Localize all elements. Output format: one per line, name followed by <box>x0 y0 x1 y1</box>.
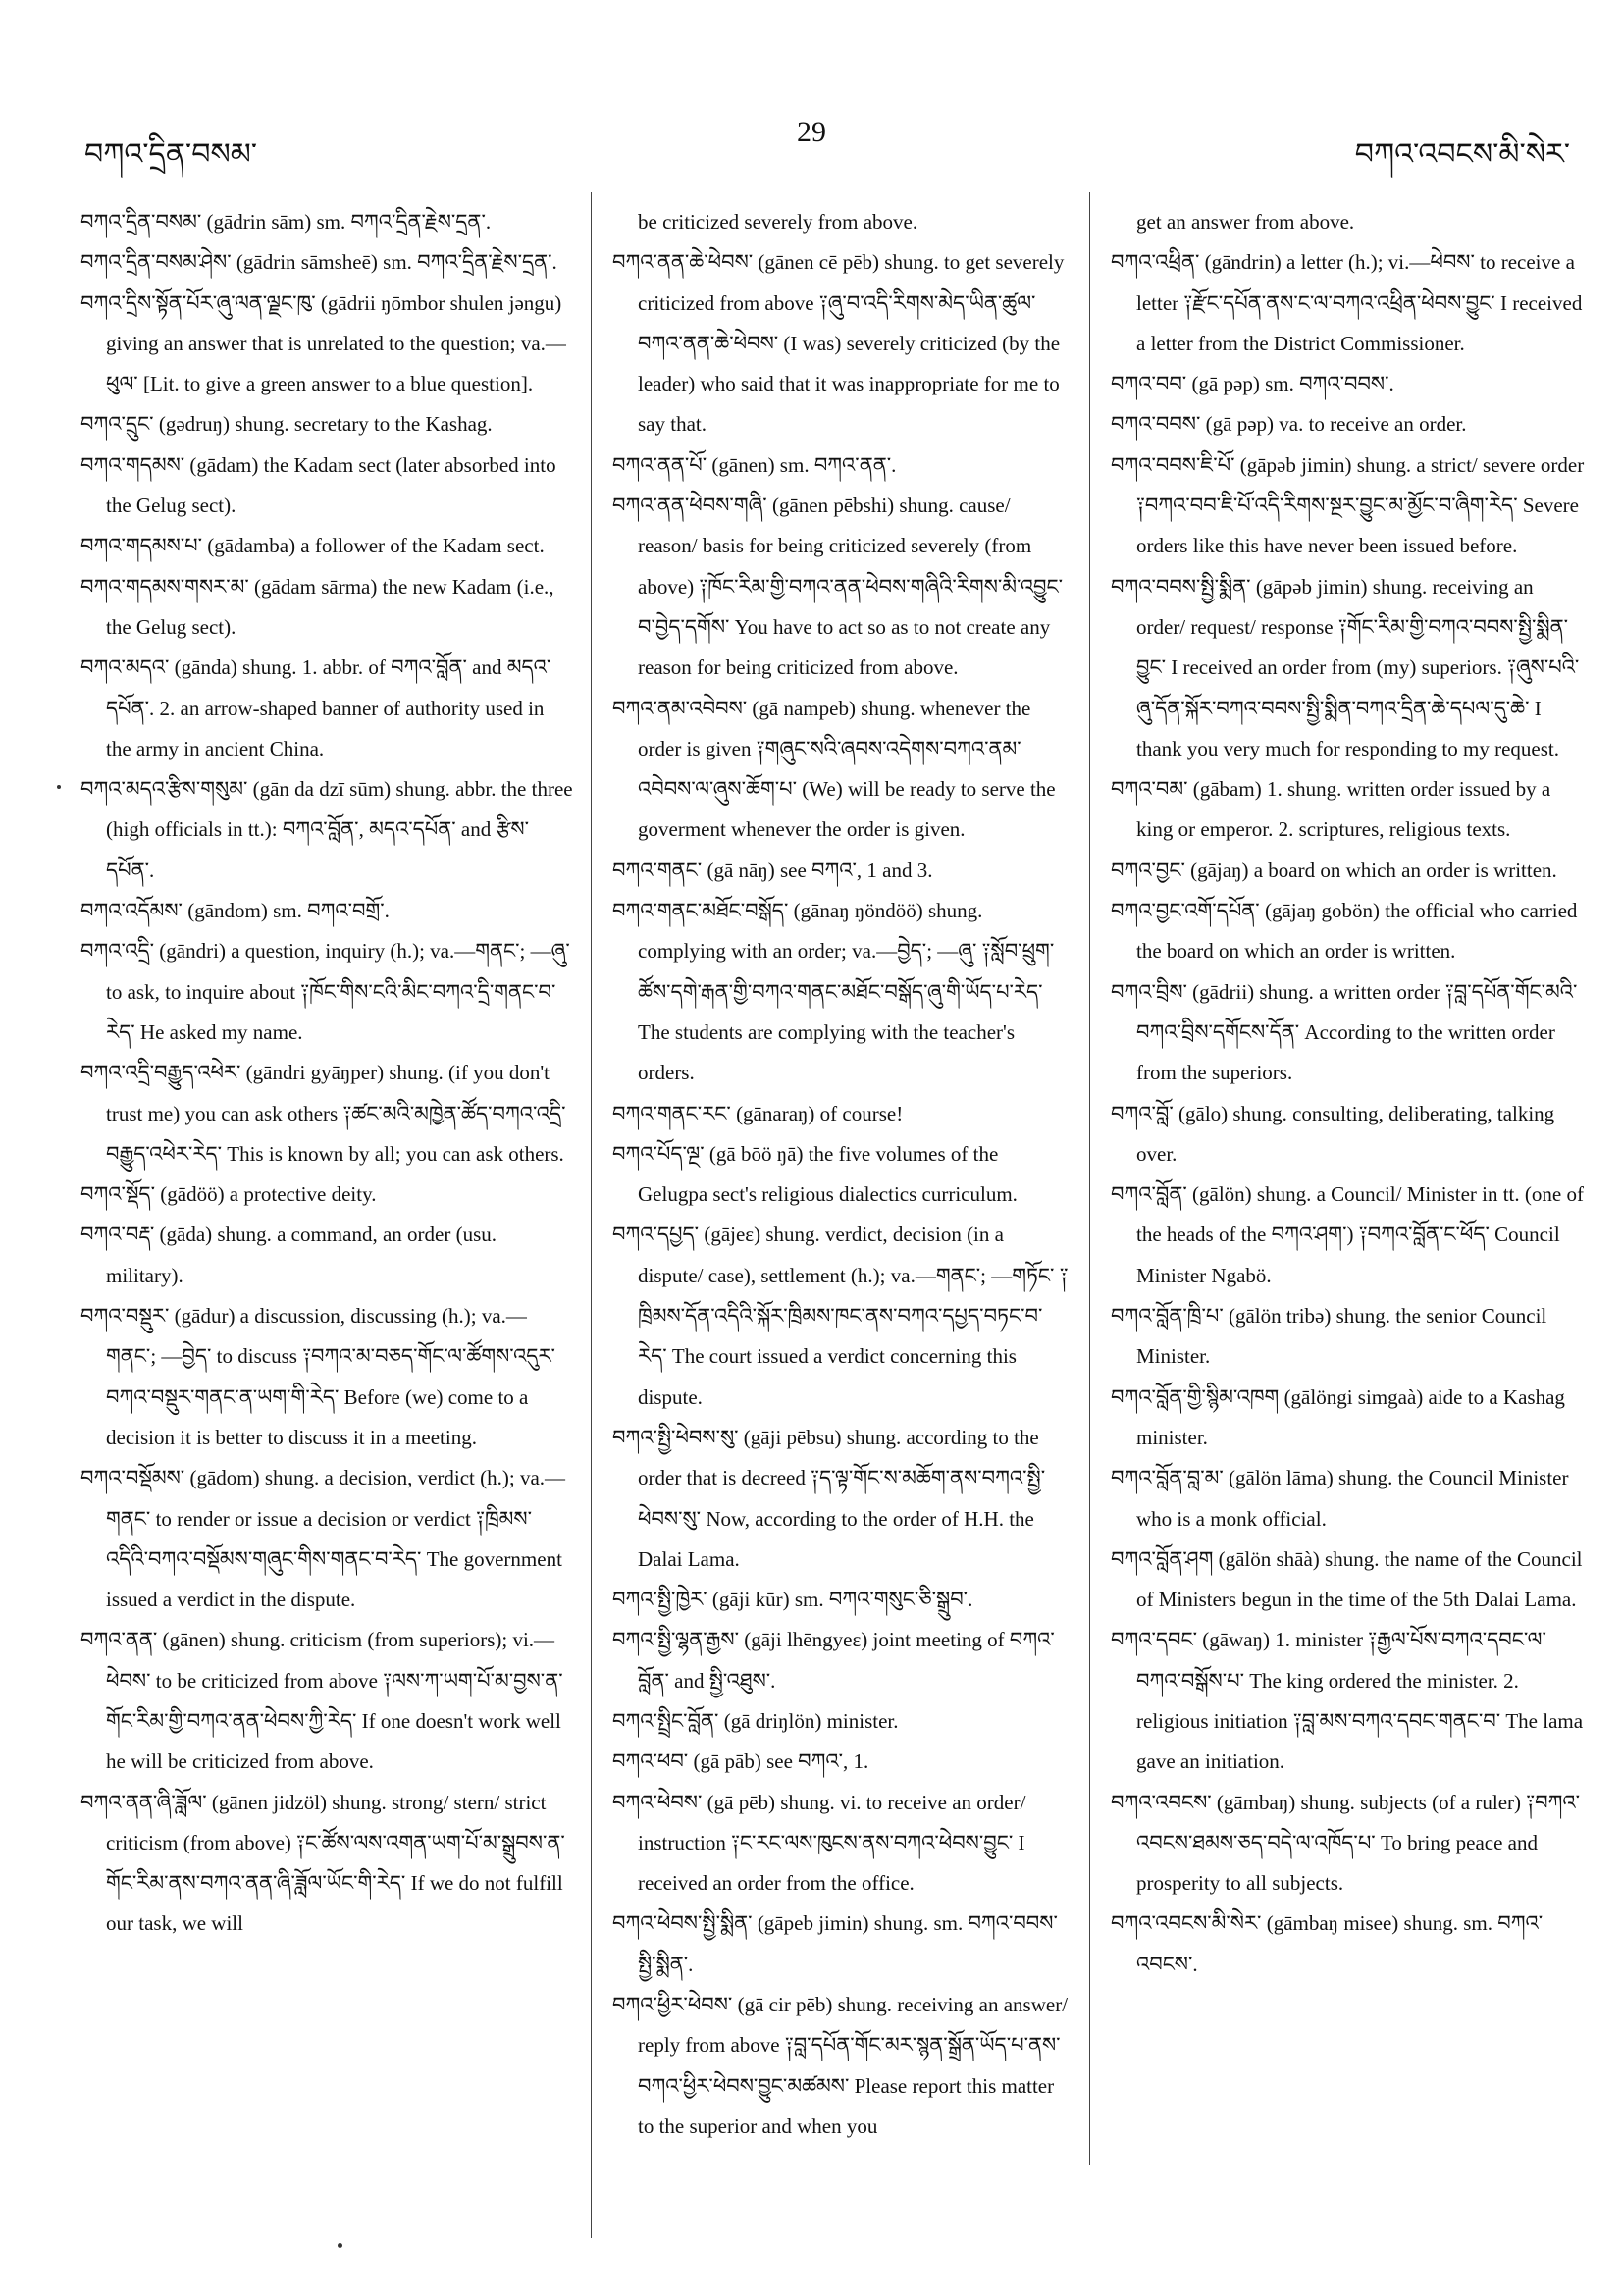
dictionary-entry: བཀའ་ནན་ཆེ་ཕེབས་ (gānen cē pēb) shung. to get severely criticized from above ༑ཞུ་བ་འདི་རིགས་མེད་ཡིན་ཚུལ་བཀའ་ནན་ཆེ་ཕེབས་ (I was) severely criticized (by the leader) who said that it was inappropriate for me to say that. <box>612 250 1065 437</box>
dictionary-entry: བཀའ་བློན་ཁྲི་པ་ (gālön tribə) shung. the senior Council Minister. <box>1111 1304 1547 1369</box>
dictionary-entry: get an answer from above. <box>1136 210 1355 234</box>
dictionary-entry: བཀའ་ནན་ཞི་ཟློལ་ (gānen jidzöl) shung. strong/ stern/ strict criticism (from above) ༑ང་ཚོས་ལས་འགན་ཡག་པོ་མ་སྒྲུབས་ན་གོང་རིམ་ནས་བཀའ་ནན་ཞི་ཟློལ་ཡོང་གི་རེད་ If we do not fulfill our task, we will <box>80 1790 565 1936</box>
dictionary-entry: བཀའ་འདོམས་ (gāndom) sm. བཀའ་བགྲོ་. <box>80 899 390 923</box>
dictionary-entry: བཀའ་གནང་མཐོང་བསྒོད་ (gānaŋ ŋöndöö) shung. complying with an order; va.—བྱེད་; —ཞུ་ ༑སློབ་ཕྲུག་ཚོས་དགེ་རྒན་གྱི་བཀའ་གནང་མཐོང་བསྒོད་ཞུ་གི་ཡོད་པ་རེད་ The students are complying with the teacher's orders. <box>612 899 1055 1085</box>
dictionary-entry: བཀའ་དྲིན་བསམ་ (gādrin sām) sm. བཀའ་དྲིན་རྗེས་དྲན་. <box>80 210 492 234</box>
column-rule-right <box>1089 192 1090 2165</box>
dictionary-entry: བཀའ་གནང་རང་ (gānaraŋ) of course! <box>612 1101 904 1125</box>
dictionary-entry: བཀའ་མདའ་རྩིས་གསུམ་ (gān da dzī sūm) shung. abbr. the three (high officials in tt.): བཀའ་བློན་, མདའ་དཔོན་ and རྩིས་དཔོན་. <box>80 777 573 882</box>
dictionary-entry: བཀའ་བམ་ (gābam) 1. shung. written order issued by a king or emperor. 2. scriptures, religious texts. <box>1111 777 1551 842</box>
dictionary-entry: བཀའ་མདའ་ (gānda) shung. 1. abbr. of བཀའ་བློན་ and མདའ་དཔོན་. 2. an arrow-shaped banner of authority used in the army in ancient China. <box>80 655 551 760</box>
page-number: 29 <box>797 116 826 148</box>
dictionary-entry: བཀའ་འཕྲིན་ (gāndrin) a letter (h.); vi.—ཕེབས་ to receive a letter ༑རྫོང་དཔོན་ནས་ང་ལ་བཀའ་འཕྲིན་ཕེབས་བྱུང་ I received a letter from the District Commissioner. <box>1111 250 1583 355</box>
dictionary-entry: བཀའ་བྲིས་ (gādrii) shung. a written order ༑བླ་དཔོན་གོང་མའི་བཀའ་བྲིས་དགོངས་དོན་ According to the written order from the superiors. <box>1111 979 1578 1085</box>
dictionary-entry: བཀའ་འདྲི་བརྒྱུད་འཕེར་ (gāndri gyāŋper) shung. (if you don't trust me) you can ask others ༑ཚང་མའི་མཁྱེན་ཚོད་བཀའ་འདྲི་བརྒྱུད་འཕེར་རེད་ This is known by all; you can ask others. <box>80 1061 566 1166</box>
dictionary-entry: བཀའ་ནན་ (gānen) shung. criticism (from superiors); vi.—ཕེབས་ to be criticized from above ༑ལས་ཀ་ཡག་པོ་མ་བྱས་ན་གོང་རིམ་གྱི་བཀའ་ནན་ཕེབས་ཀྱི་རེད་ If one doesn't work well he will be criticized from above. <box>80 1628 563 1774</box>
dictionary-entry: བཀའ་བྱང་ (gājaŋ) a board on which an order is written. <box>1111 858 1557 882</box>
dictionary-entry: བཀའ་ཕེབས་སྤྱི་སྨིན་ (gāpeb jimin) shung. sm. བཀའ་བབས་སྤྱི་སྨིན་. <box>612 1911 1058 1976</box>
dictionary-entry: བཀའ་གདམས་ (gādam) the Kadam sect (later absorbed into the Gelug sect). <box>80 452 556 518</box>
dictionary-entry: བཀའ་དྲིན་བསམ་ཤེས་ (gādrin sāmsheē) sm. བཀའ་དྲིན་རྗེས་དྲན་. <box>80 250 557 275</box>
dictionary-entry: བཀའ་དཔྱད་ (gājeε) shung. verdict, decision (in a dispute/ case), settlement (h.); va.—གནང་; —གཏོང་ ༑ཁྲིམས་དོན་འདིའི་སྐོར་ཁྲིམས་ཁང་ནས་བཀའ་དཔྱད་བཏང་བ་རེད་ The court issued a verdict concerning this dispute. <box>612 1223 1069 1409</box>
dictionary-entry: བཀའ་བབ་ (gā pəp) sm. བཀའ་བབས་. <box>1111 372 1394 396</box>
dictionary-column-3 <box>1111 202 1586 2223</box>
dictionary-entry: བཀའ་པོད་ལྔ་ (gā bōö ŋā) the five volumes of the Gelugpa sect's religious dialectics curriculum. <box>612 1141 1018 1207</box>
dictionary-entry: བཀའ་བློན་བླ་མ་ (gālön lāma) shung. the Council Minister who is a monk official. <box>1111 1466 1569 1531</box>
dictionary-column-2 <box>612 202 1070 2223</box>
dictionary-entry: བཀའ་བབས་སྤྱི་སྨིན་ (gāpəb jimin) shung. receiving an order/ request/ response ༑གོང་རིམ་གྱི་བཀའ་བབས་སྤྱི་སྨིན་བྱུང་ I received an order from (my) superiors. ༑ཞུས་པའི་ཞུ་དོན་སྐོར་བཀའ་བབས་སྤྱི་སྨིན་བཀའ་དྲིན་ཆེ་དཔལ་དུ་ཆེ་ I thank you very much for responding to my request. <box>1111 574 1580 760</box>
dictionary-entry: བཀའ་བློན་ (gālön) shung. a Council/ Minister in tt. (one of the heads of the བཀའ་ཤག་) ༑བཀའ་བློན་ང་ཕོད་ Council Minister Ngabö. <box>1111 1182 1584 1287</box>
dictionary-entry: བཀའ་སྤྲིང་བློན་ (gā driŋlön) minister. <box>612 1708 899 1733</box>
dictionary-entry: བཀའ་དྲུང་ (gədruŋ) shung. secretary to the Kashag. <box>80 412 493 437</box>
dictionary-entry: བཀའ་བསྡུར་ (gādur) a discussion, discussing (h.); va.—གནང་; —བྱེད་ to discuss ༑བཀའ་མ་བཅད་གོང་ལ་ཚོགས་འདུར་བཀའ་བསྡུར་གནང་ན་ཡག་གི་རེད་ Before (we) come to a decision it is better to discuss it in a meeting. <box>80 1304 555 1449</box>
footer-dot <box>338 2243 342 2248</box>
dictionary-entry: བཀའ་གདམས་གསར་མ་ (gādam sārma) the new Kadam (i.e., the Gelug sect). <box>80 574 554 639</box>
running-head-right: བཀའ་འབངས་མི་སེར་ <box>1354 137 1570 172</box>
dictionary-column-1 <box>80 202 573 2223</box>
dictionary-entry: བཀའ་བློན་ཤག (gālön shāà) shung. the name of the Council of Ministers begun in the time of the 5th Dalai Lama. <box>1111 1546 1583 1612</box>
dictionary-entry: བཀའ་ཕྱིར་ཕེབས་ (gā cir pēb) shung. receiving an answer/ reply from above ༑བླ་དཔོན་གོང་མར་སྙན་སྒྲོན་ཡོད་པ་ནས་བཀའ་ཕྱིར་ཕེབས་བྱུང་མཚམས་ Please report this matter to the superior and when you <box>612 1993 1069 2138</box>
dictionary-entry: བཀའ་འབངས་ (gāmbaŋ) shung. subjects (of a ruler) ༑བཀའ་འབངས་ཐམས་ཅད་བདེ་ལ་འཁོད་པ་ To bring peace and prosperity to all subjects. <box>1111 1790 1581 1896</box>
dictionary-entry: བཀའ་ནན་ཕེབས་གཞི་ (gānen pēbshi) shung. cause/ reason/ basis for being criticized severely (from above) ༑ཁོང་རིམ་གྱི་བཀའ་ནན་ཕེབས་གཞིའི་རིགས་མི་འབྱུང་བ་བྱེད་དགོས་ You have to act so as to not create any reason for being criticized from above. <box>612 494 1064 680</box>
dictionary-entry: བཀའ་བརྡ་ (gāda) shung. a command, an order (usu. military). <box>80 1223 497 1287</box>
dictionary-entry: བཀའ་ཕབ་ (gā pāb) see བཀའ་, 1. <box>612 1749 869 1774</box>
dictionary-entry: བཀའ་བྱང་འགོ་དཔོན་ (gājaŋ gobön) the official who carried the board on which an order is written. <box>1111 899 1578 964</box>
dictionary-entry: བཀའ་ཕེབས་ (gā pēb) shung. vi. to receive an order/ instruction ༑ང་རང་ལས་ཁུངས་ནས་བཀའ་ཕེབས་བྱུང་ I received an order from the office. <box>612 1790 1026 1896</box>
dictionary-entry: བཀའ་བློན་གྱི་སྙིམ་འཁག (gālöngi simgaà) aide to a Kashag minister. <box>1111 1384 1565 1449</box>
dictionary-entry: བཀའ་སྤྱི་ལྷན་རྒྱས་ (gāji lhēngyeε) joint meeting of བཀའ་བློན་ and སྤྱི་འཐུས་. <box>612 1628 1055 1693</box>
dictionary-entry: བཀའ་འབངས་མི་སེར་ (gāmbaŋ misee) shung. sm. བཀའ་འབངས་. <box>1111 1911 1544 1976</box>
running-head-left: བཀའ་དྲིན་བསམ་ <box>84 137 258 172</box>
dictionary-entry: བཀའ་བསྡོམས་ (gādom) shung. a decision, verdict (h.); va.—གནང་ to render or issue a decision or verdict ༑ཁྲིམས་འདིའི་བཀའ་བསྡོམས་གཞུང་གིས་གནང་བ་རེད་ The government issued a verdict in the dispute. <box>80 1466 566 1612</box>
column-rule-left <box>591 192 592 2238</box>
dictionary-entry: བཀའ་འདྲི་ (gāndri) a question, inquiry (h.); va.—གནང་; —ཞུ་ to ask, to inquire about ༑ཁོང་གིས་ངའི་མིང་བཀའ་དྲི་གནང་བ་རེད་ He asked my name. <box>80 939 570 1044</box>
dictionary-entry: བཀའ་ནམ་འབེབས་ (gā nampeb) shung. whenever the order is given ༑གཞུང་སའི་ཞབས་འདེགས་བཀའ་ནམ་འབེབས་ལ་ཞུས་ཆོག་པ་ (We) will be ready to serve the goverment whenever the order is given. <box>612 696 1056 842</box>
dictionary-entry: བཀའ་གདམས་པ་ (gādamba) a follower of the Kadam sect. <box>80 534 545 558</box>
dictionary-entry: བཀའ་སྤྱི་ཁྱེར་ (gāji kūr) sm. བཀའ་གསུང་ཅི་སྒྲུབ་. <box>612 1588 973 1612</box>
dictionary-entry: བཀའ་ནན་པོ་ (gānen) sm. བཀའ་ནན་. <box>612 452 897 477</box>
dictionary-entry: be criticized severely from above. <box>638 210 918 234</box>
dictionary-entry: བཀའ་བློ་ (gālo) shung. consulting, deliberating, talking over. <box>1111 1101 1555 1166</box>
dictionary-entry: བཀའ་སྡོད་ (gādöö) a protective deity. <box>80 1182 377 1207</box>
dictionary-entry: བཀའ་དྲིས་སྟོན་པོར་ཞུ་ལན་ལྗང་ཁུ་ (gādrii ŋōmbor shulen jəngu) giving an answer that is unrelated to the question; va.—ཕུལ་ [Lit. to give a green answer to a blue question]. <box>80 290 566 396</box>
margin-mark <box>57 785 61 789</box>
dictionary-entry: བཀའ་གནང་ (gā nāŋ) see བཀའ་, 1 and 3. <box>612 858 933 882</box>
dictionary-entry: བཀའ་བབས་ (gā pəp) va. to receive an order. <box>1111 412 1467 437</box>
dictionary-entry: བཀའ་དབང་ (gāwaŋ) 1. minister ༑རྒྱལ་པོས་བཀའ་དབང་ལ་བཀའ་བསྒོས་པ་ The king ordered the minister. 2. religious initiation ༑བླ་མས་བཀའ་དབང་གནང་བ་ The lama gave an initiation. <box>1111 1628 1584 1774</box>
dictionary-entry: བཀའ་བབས་ཇི་པོ་ (gāpəb jimin) shung. a strict/ severe order ༑བཀའ་བབ་ཇི་པོ་འདི་རིགས་སྔར་བྱུང་མ་མྱོང་བ་ཞིག་རེད་ Severe orders like this have never been issued before. <box>1111 452 1585 558</box>
dictionary-entry: བཀའ་སྤྱི་ཕེབས་སུ་ (gāji pēbsu) shung. according to the order that is decreed ༑ད་ལྟ་གོང་ས་མཆོག་ནས་བཀའ་སྤྱི་ཕེབས་སུ་ Now, according to the order of H.H. the Dalai Lama. <box>612 1425 1046 1571</box>
